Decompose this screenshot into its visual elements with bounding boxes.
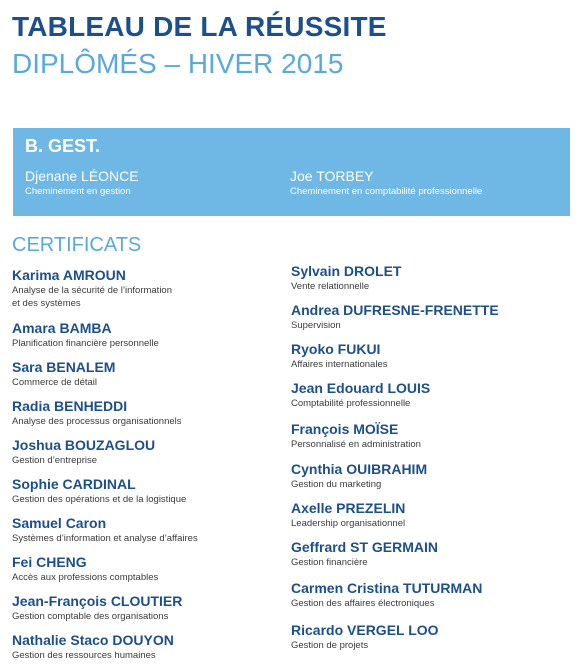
bgest-graduate bbox=[25, 168, 139, 198]
bgest-graduate bbox=[290, 168, 482, 198]
graduate-name: Ricardo VERGEL LOO bbox=[291, 622, 439, 638]
certificats-heading: CERTIFICATS bbox=[12, 234, 142, 256]
certificat-graduate bbox=[12, 476, 186, 506]
graduate-name: Samuel Caron bbox=[12, 515, 107, 531]
page-subtitle: DIPLÔMÉS – HIVER 2015 bbox=[12, 48, 344, 79]
graduate-program: Gestion comptable des organisations bbox=[12, 611, 169, 622]
graduate-name: Sophie CARDINAL bbox=[12, 476, 136, 492]
bgest-section bbox=[13, 128, 570, 216]
graduate-program: Analyse des processus organisationnels bbox=[12, 416, 182, 427]
graduate-program: Gestion des ressources humaines bbox=[12, 650, 156, 661]
certificat-graduate bbox=[291, 500, 405, 530]
certificat-graduate bbox=[291, 622, 439, 652]
certificat-graduate bbox=[12, 515, 198, 545]
graduate-program: Cheminement en gestion bbox=[25, 186, 131, 197]
certificat-graduate bbox=[12, 437, 155, 467]
graduate-program: Gestion financière bbox=[291, 557, 368, 568]
certificat-graduate bbox=[12, 554, 158, 584]
certificat-graduate bbox=[12, 359, 115, 389]
certificat-graduate bbox=[12, 593, 182, 623]
graduate-name: Karima AMROUN bbox=[12, 267, 126, 283]
graduate-name: Joe TORBEY bbox=[290, 168, 374, 184]
certificat-graduate bbox=[291, 580, 482, 610]
graduate-name: Joshua BOUZAGLOU bbox=[12, 437, 156, 453]
graduate-program: Gestion d’entreprise bbox=[12, 455, 98, 466]
graduate-name: Ryoko FUKUI bbox=[291, 341, 381, 357]
graduate-program: Commerce de détail bbox=[12, 377, 98, 388]
certificat-graduate bbox=[291, 302, 499, 332]
graduate-program: Personnalisé en administration bbox=[291, 439, 421, 450]
graduate-program: Affaires internationales bbox=[291, 359, 388, 370]
graduate-name: Cynthia OUIBRAHIM bbox=[291, 461, 428, 477]
graduate-name: Djenane LÉONCE bbox=[25, 168, 139, 184]
graduate-name: Axelle PREZELIN bbox=[291, 500, 406, 516]
graduate-name: Jean-François CLOUTIER bbox=[12, 593, 183, 609]
graduate-program: Comptabilité professionnelle bbox=[291, 398, 411, 409]
bgest-heading: B. GEST. bbox=[25, 136, 101, 156]
graduate-program: Planification financière personnelle bbox=[12, 338, 159, 349]
graduate-program: Systèmes d’information et analyse d’affaires bbox=[12, 533, 198, 544]
graduate-program: Vente relationnelle bbox=[291, 281, 370, 292]
graduate-program: Supervision bbox=[291, 320, 341, 331]
certificat-graduate bbox=[12, 398, 182, 428]
graduate-name: Carmen Cristina TUTURMAN bbox=[291, 580, 483, 596]
graduate-name: Jean Edouard LOUIS bbox=[291, 380, 431, 396]
graduate-name: Andrea DUFRESNE-FRENETTE bbox=[291, 302, 499, 318]
graduate-name: Amara BAMBA bbox=[12, 320, 112, 336]
graduate-program: Leadership organisationnel bbox=[291, 518, 406, 529]
certificat-graduate bbox=[291, 539, 438, 569]
certificat-graduate bbox=[12, 632, 174, 662]
certificat-graduate bbox=[291, 461, 427, 491]
certificat-graduate bbox=[291, 341, 387, 371]
graduate-program: Analyse de la sécurité de l’information bbox=[12, 285, 173, 296]
certificat-graduate bbox=[291, 263, 401, 293]
graduate-program: et des systèmes bbox=[12, 298, 81, 309]
graduate-program: Gestion de projets bbox=[291, 640, 369, 651]
graduate-name: Radia BENHEDDI bbox=[12, 398, 128, 414]
graduate-name: François MOÏSE bbox=[291, 421, 399, 437]
graduate-name: Sylvain DROLET bbox=[291, 263, 402, 279]
certificat-graduate bbox=[12, 320, 159, 350]
page-title: TABLEAU DE LA RÉUSSITE bbox=[12, 11, 387, 42]
graduate-program: Gestion des opérations et de la logistique bbox=[12, 494, 187, 505]
graduate-program: Gestion du marketing bbox=[291, 479, 382, 490]
graduate-program: Cheminement en comptabilité professionnelle bbox=[290, 186, 483, 197]
graduate-name: Nathalie Staco DOUYON bbox=[12, 632, 174, 648]
graduate-program: Accès aux professions comptables bbox=[12, 572, 159, 583]
graduate-name: Fei CHENG bbox=[12, 554, 87, 570]
graduate-name: Geffrard ST GERMAIN bbox=[291, 539, 439, 555]
graduate-program: Gestion des affaires électroniques bbox=[291, 598, 435, 609]
certificat-graduate bbox=[12, 267, 172, 310]
certificat-graduate bbox=[291, 380, 430, 410]
graduate-name: Sara BENALEM bbox=[12, 359, 116, 375]
certificat-graduate bbox=[291, 421, 421, 451]
